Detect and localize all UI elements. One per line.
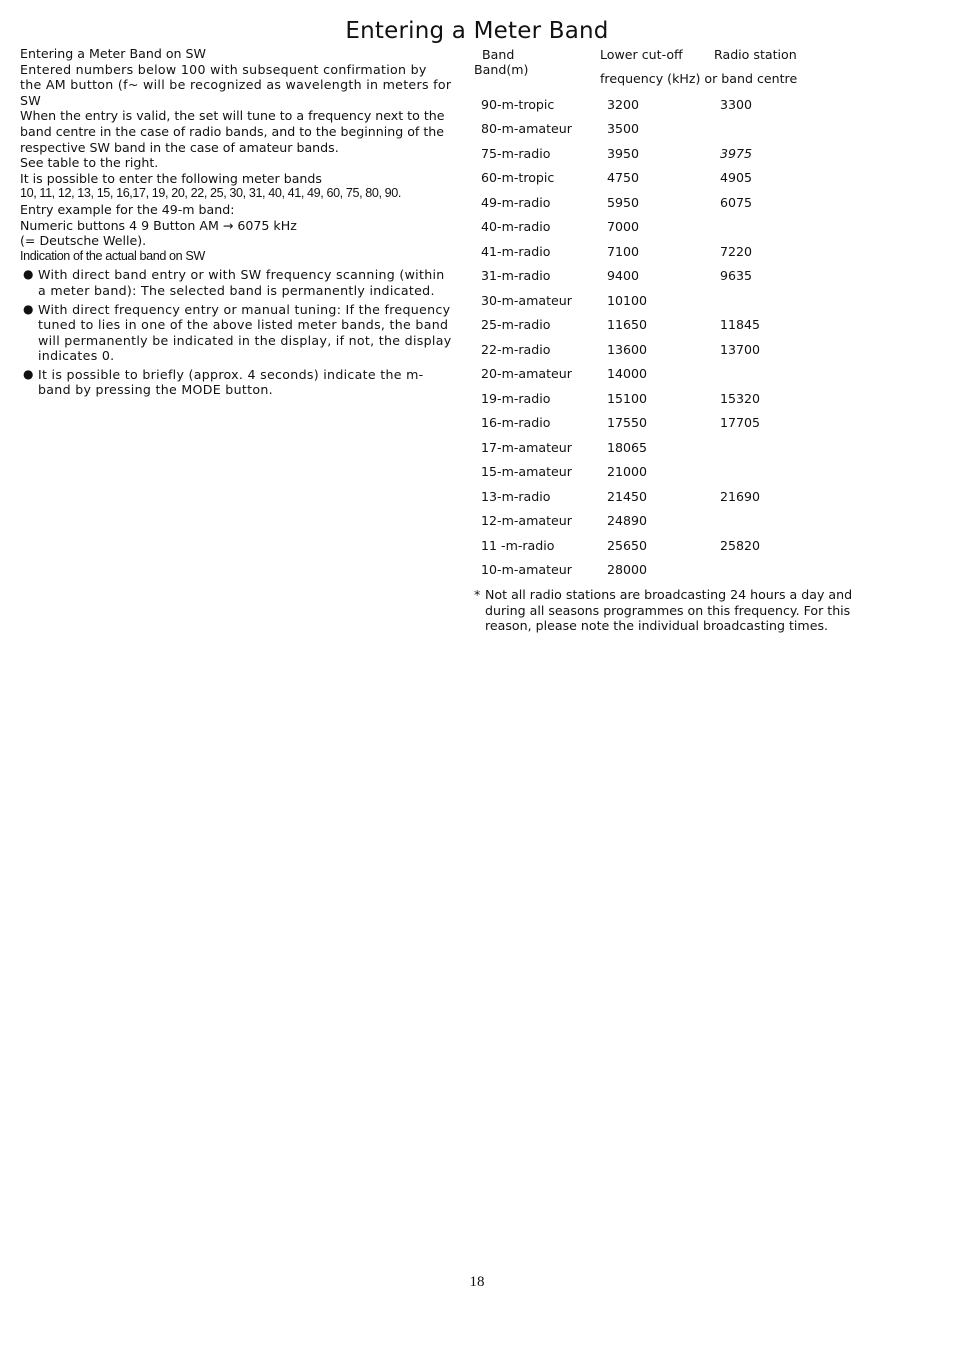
table-row [474, 166, 840, 191]
band-centre-cell [720, 117, 840, 142]
band-centre-cell: 17705 [720, 415, 761, 431]
band-centre-cell: 3975 [720, 145, 753, 161]
lower-cutoff-cell: 9400 [607, 268, 640, 284]
table-row [474, 460, 840, 485]
lower-cutoff-cell: 3200 [607, 96, 640, 112]
table-header [474, 46, 874, 92]
band-cell: 20-m-amateur [481, 366, 572, 382]
section-heading: Entering a Meter Band on SW [20, 46, 206, 61]
table-row [474, 362, 840, 387]
band-cell: 13-m-radio [481, 488, 551, 504]
band-centre-cell: 13700 [720, 341, 761, 357]
band-cell: 60-m-tropic [481, 170, 555, 186]
table-row [474, 558, 840, 583]
lower-cutoff-cell: 21450 [607, 488, 648, 504]
band-centre-cell: 6075 [720, 194, 753, 210]
bullet-icon: ● [23, 366, 34, 381]
paragraph-entry-example: Entry example for the 49-m band: [20, 201, 235, 217]
band-cell: 49-m-radio [481, 194, 551, 210]
header-frequency: frequency (kHz) or band centre [600, 71, 798, 86]
band-cell: 22-m-radio [481, 341, 551, 357]
paragraph-entry-buttons: Numeric buttons 4 9 Button AM → 6075 kHz [20, 217, 297, 233]
band-cell: 30-m-amateur [481, 292, 572, 308]
lower-cutoff-cell: 5950 [607, 194, 640, 210]
header-band: Band [482, 47, 515, 62]
band-centre-cell [720, 215, 840, 240]
paragraph-see-table: See table to the right. [20, 155, 159, 171]
lower-cutoff-cell: 21000 [607, 464, 648, 480]
table-row [474, 141, 840, 166]
table-row [474, 533, 840, 558]
band-centre-cell: 3300 [720, 96, 753, 112]
paragraph-entry-rule: Entered numbers below 100 with subsequent confirmation by the AM button (f~ will be recognized as wavelength in meters for SW [20, 61, 452, 108]
band-centre-cell [720, 288, 840, 313]
lower-cutoff-cell: 24890 [607, 513, 648, 529]
lower-cutoff-cell: 28000 [607, 562, 648, 578]
paragraph-tuning-behaviour: When the entry is valid, the set will tune to a frequency next to the band centre in the case of radio bands, and to the beginning of the respective SW band in the case of amateur bands. [20, 108, 445, 155]
table-row [474, 264, 840, 289]
header-band-m: Band(m) [474, 62, 529, 77]
band-cell: 10-m-amateur [481, 562, 572, 578]
band-centre-cell: 9635 [720, 268, 753, 284]
bullet-item: ● It is possible to briefly (approx. 4 seconds) indicate the m-band by pressing the MODE button. [23, 366, 424, 398]
lower-cutoff-cell: 13600 [607, 341, 648, 357]
lower-cutoff-cell: 3950 [607, 145, 640, 161]
bullet-item: ● With direct band entry or with SW frequency scanning (within a meter band): The selected band is permanently indicated. [23, 267, 445, 298]
lower-cutoff-cell: 7000 [607, 219, 640, 235]
band-centre-cell: 25820 [720, 537, 761, 553]
indication-bullet-list [20, 267, 452, 398]
band-cell: 17-m-amateur [481, 439, 572, 455]
table-row [474, 484, 840, 509]
section-subheading: Indication of the actual band on SW [20, 248, 205, 263]
band-cell: 80-m-amateur [481, 121, 572, 137]
footnote-marker: * [474, 587, 481, 602]
left-column [20, 46, 452, 401]
table-row [474, 288, 840, 313]
meter-bands-list: 10, 11, 12, 13, 15, 16,17, 19, 20, 22, 25, 30, 31, 40, 41, 49, 60, 75, 80, 90. [20, 186, 401, 201]
bullet-icon: ● [23, 267, 34, 282]
lower-cutoff-cell: 25650 [607, 537, 648, 553]
band-centre-cell [720, 460, 840, 485]
table-row [474, 509, 840, 534]
band-cell: 12-m-amateur [481, 513, 572, 529]
paragraph-possible-bands: It is possible to enter the following meter bands [20, 170, 322, 186]
band-cell: 75-m-radio [481, 145, 551, 161]
band-centre-cell [720, 558, 840, 583]
lower-cutoff-cell: 14000 [607, 366, 648, 382]
header-radio-station: Radio station [714, 47, 797, 62]
band-centre-cell [720, 435, 840, 460]
page-title: Entering a Meter Band [345, 18, 609, 44]
table-row [474, 117, 840, 142]
header-lower-cutoff: Lower cut-off [600, 47, 683, 62]
meter-band-table-section [474, 46, 874, 634]
footnote [474, 587, 877, 634]
band-centre-cell [720, 362, 840, 387]
band-cell: 31-m-radio [481, 268, 551, 284]
table-row [474, 313, 840, 338]
table-row [474, 386, 840, 411]
band-centre-cell: 15320 [720, 390, 761, 406]
band-cell: 16-m-radio [481, 415, 551, 431]
lower-cutoff-cell: 11650 [607, 317, 648, 333]
band-centre-cell: 7220 [720, 243, 753, 259]
lower-cutoff-cell: 4750 [607, 170, 640, 186]
bullet-item: ● With direct frequency entry or manual tuning: If the frequency tuned to lies in one of the above listed meter bands, the band will permanently be indicated in the display, if not, the display indicates 0. [23, 301, 452, 364]
page-number: 18 [469, 1274, 485, 1290]
table-row [474, 190, 840, 215]
lower-cutoff-cell: 10100 [607, 292, 648, 308]
lower-cutoff-cell: 18065 [607, 439, 648, 455]
table-row [474, 411, 840, 436]
band-centre-cell: 4905 [720, 170, 753, 186]
lower-cutoff-cell: 3500 [607, 121, 640, 137]
band-cell: 41-m-radio [481, 243, 551, 259]
lower-cutoff-cell: 17550 [607, 415, 648, 431]
band-cell: 11 -m-radio [481, 537, 555, 553]
meter-band-table [474, 92, 840, 582]
table-row [474, 435, 840, 460]
table-row [474, 92, 840, 117]
band-centre-cell: 21690 [720, 488, 761, 504]
band-cell: 15-m-amateur [481, 464, 572, 480]
bullet-icon: ● [23, 301, 34, 316]
band-cell: 40-m-radio [481, 219, 551, 235]
table-row [474, 215, 840, 240]
lower-cutoff-cell: 15100 [607, 390, 648, 406]
paragraph-station-name: (= Deutsche Welle). [20, 233, 147, 249]
band-cell: 90-m-tropic [481, 96, 555, 112]
band-centre-cell [720, 509, 840, 534]
table-row [474, 239, 840, 264]
footnote-text: Not all radio stations are broadcasting 24 hours a day and during all seasons programmes on this frequency. For this reason, please note the individual broadcasting times. [485, 587, 853, 634]
band-cell: 19-m-radio [481, 390, 551, 406]
lower-cutoff-cell: 7100 [607, 243, 640, 259]
band-centre-cell: 11845 [720, 317, 761, 333]
band-cell: 25-m-radio [481, 317, 551, 333]
table-row [474, 337, 840, 362]
